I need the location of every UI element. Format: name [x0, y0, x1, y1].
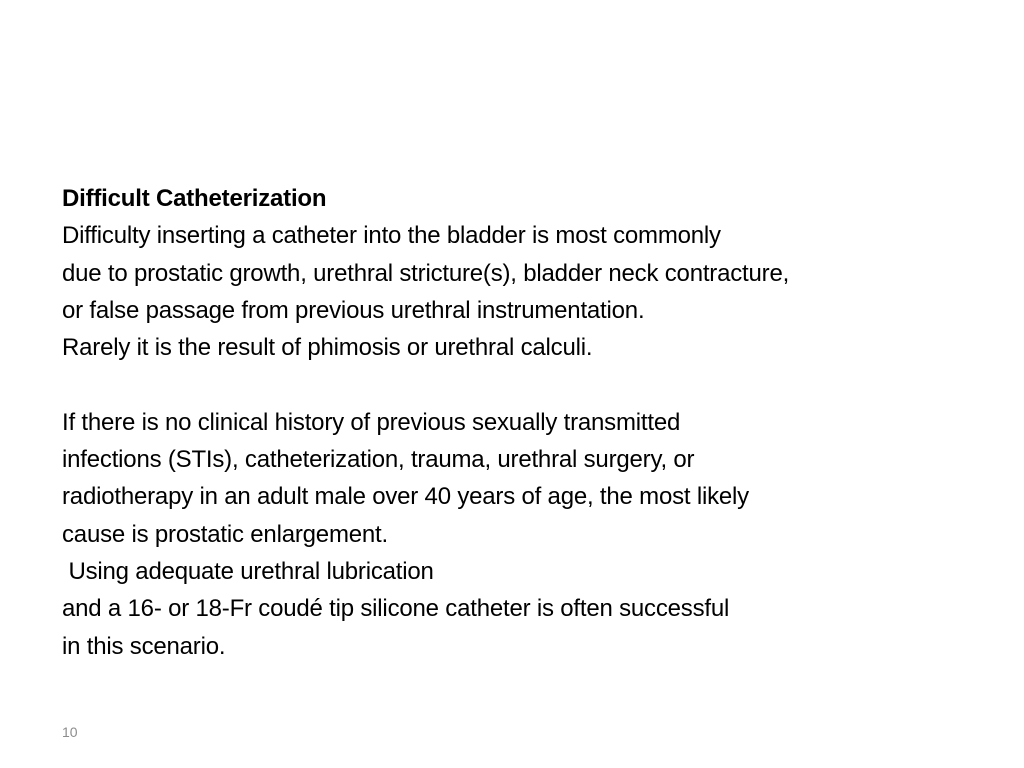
paragraph-2-line: in this scenario. — [62, 632, 226, 660]
paragraph-2-line: radiotherapy in an adult male over 40 years of age, the most likely — [62, 483, 749, 511]
paragraph-1-line: Rarely it is the result of phimosis or urethral calculi. — [62, 334, 593, 362]
slide-page-number: 10 — [62, 724, 78, 740]
paragraph-2-line: infections (STIs), catheterization, trauma, urethral surgery, or — [62, 446, 695, 474]
paragraph-1-line: or false passage from previous urethral instrumentation. — [62, 296, 645, 324]
paragraph-2-line: If there is no clinical history of previous sexually transmitted — [62, 408, 681, 436]
slide-body — [62, 180, 1002, 665]
paragraph-2-line: and a 16- or 18-Fr coudé tip silicone catheter is often successful — [62, 595, 730, 623]
paragraph-2-line: cause is prostatic enlargement. — [62, 520, 388, 548]
slide-heading: Difficult Catheterization — [62, 185, 327, 212]
paragraph-1-line: Difficulty inserting a catheter into the bladder is most commonly — [62, 222, 721, 250]
paragraph-1-line: due to prostatic growth, urethral stricture(s), bladder neck contracture, — [62, 259, 790, 287]
paragraph-2-line: Using adequate urethral lubrication — [62, 557, 434, 585]
paragraph-spacer — [62, 366, 1002, 403]
